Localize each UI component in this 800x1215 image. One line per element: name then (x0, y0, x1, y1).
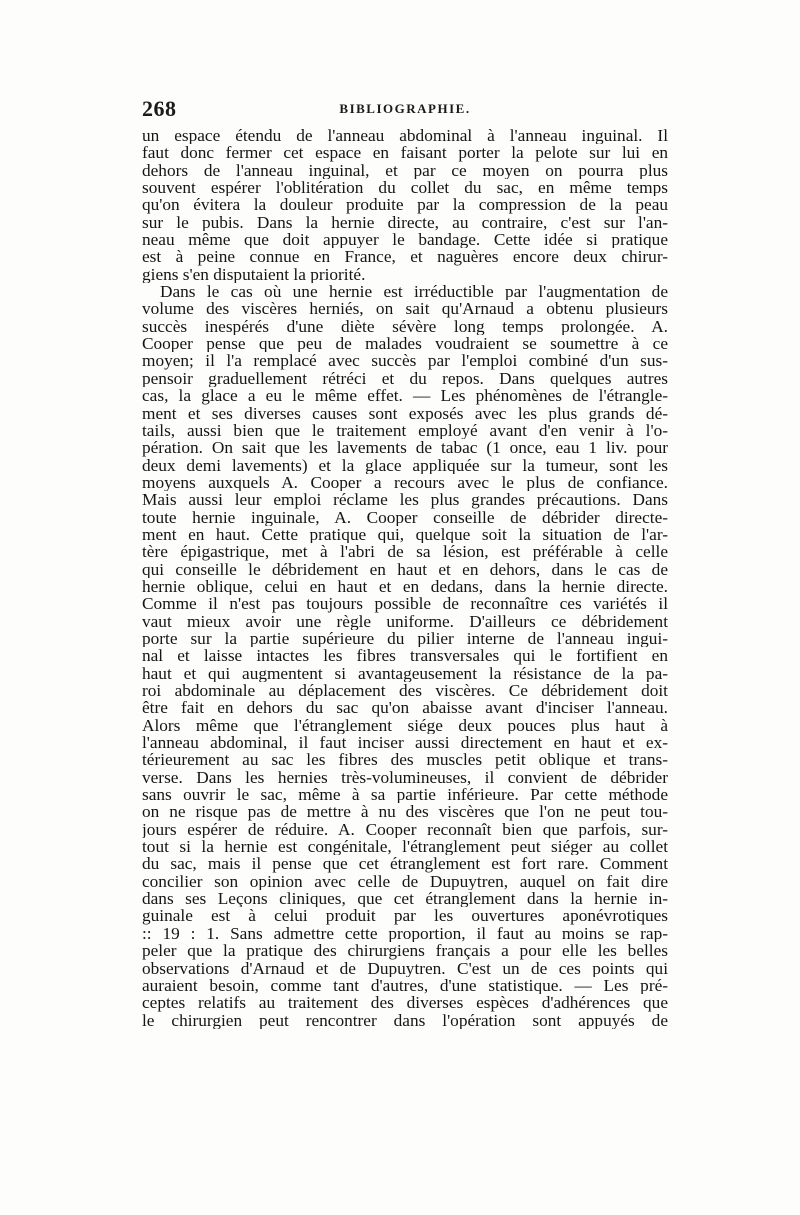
text-line: souvent espérer l'oblitération du collet du sac, en même temps (142, 179, 668, 197)
body-text (142, 127, 668, 1029)
text-line: tout si la hernie est congénitale, l'étranglement peut siéger au collet (142, 838, 668, 856)
text-line: pération. On sait que les lavements de tabac (1 once, eau 1 liv. pour (142, 439, 668, 457)
running-head: BIBLIOGRAPHIE. (339, 101, 471, 116)
text-line: faut donc fermer cet espace en faisant porter la pelote sur lui en (142, 144, 668, 162)
text-line: être fait en dehors du sac qu'on abaisse avant d'inciser l'anneau. (142, 699, 668, 717)
text-line: Cooper pense que peu de malades voudraient se soumettre à ce (142, 335, 668, 353)
text-line: Alors même que l'étranglement siége deux pouces plus haut à (142, 716, 668, 735)
text-line: pensoir graduellement rétréci et du repos. Dans quelques autres (142, 369, 668, 388)
text-line: tails, aussi bien que le traitement employé avant d'en venir à l'o- (142, 421, 668, 440)
text-line: porte sur la partie supérieure du pilier interne de l'anneau ingui- (142, 629, 668, 648)
text-line: du sac, mais il pense que cet étranglement est fort rare. Comment (142, 855, 668, 873)
text-line: giens s'en disputaient la priorité. (142, 265, 366, 284)
text-line: Comme il n'est pas toujours possible de reconnaître ces variétés il (142, 595, 668, 613)
text-line: cas, la glace a eu le même effet. — Les phénomènes de l'étrangle- (142, 387, 668, 405)
text-line: le chirurgien peut rencontrer dans l'opération sont appuyés de (142, 1011, 668, 1029)
text-line: hernie oblique, celui en haut et en dedans, dans la hernie directe. (142, 577, 668, 596)
text-line: sans ouvrir le sac, même à sa partie inférieure. Par cette méthode (142, 786, 668, 804)
text-line: ment en haut. Cette pratique qui, quelque soit la situation de l'ar- (142, 525, 668, 544)
text-line: ceptes relatifs au traitement des diverses espèces d'adhérences que (142, 994, 668, 1012)
text-line: moyens auxquels A. Cooper a recours avec le plus de confiance. (142, 473, 668, 492)
text-line: qui conseille le débridement en haut et en dehors, dans le cas de (142, 560, 668, 578)
text-line: concilier son opinion avec celle de Dupuytren, auquel on fait dire (142, 872, 668, 891)
text-line: dans ses Leçons cliniques, que cet étranglement dans la hernie in- (142, 890, 668, 908)
text-line: deux demi lavements) et la glace appliquée sur la tumeur, sont les (142, 456, 668, 474)
text-line: l'anneau abdominal, il faut inciser aussi directement en haut et ex- (142, 734, 668, 752)
text-line: auraient besoin, comme tant d'autres, d'une statistique. — Les pré- (142, 976, 668, 995)
text-line: vaut mieux avoir une règle uniforme. D'ailleurs ce débridement (142, 612, 668, 630)
text-line: on ne risque pas de mettre à nu des viscères que l'on ne peut tou- (142, 803, 668, 821)
text-line: guinale est à celui produit par les ouvertures aponévrotiques (142, 907, 668, 925)
text-line: ment et ses diverses causes sont exposés avec les plus grands dé- (142, 404, 668, 422)
text-line: observations d'Arnaud et de Dupuytren. C'est un de ces points qui (142, 959, 668, 977)
text-line: est à peine connue en France, et naguères encore deux chirur- (142, 248, 668, 266)
text-line: un espace étendu de l'anneau abdominal à l'anneau inguinal. Il (142, 127, 668, 145)
text-line: haut et qui augmentent si avantageusement la résistance de la pa- (142, 664, 668, 682)
text-line: neau même que doit appuyer le bandage. Cette idée si pratique (142, 231, 668, 249)
text-line: peler que la pratique des chirurgiens français a pour elle les belles (142, 942, 668, 960)
text-line: sur le pubis. Dans la hernie directe, au contraire, c'est sur l'an- (142, 213, 668, 232)
text-line: Mais aussi leur emploi réclame les plus grandes précautions. Dans (142, 491, 668, 509)
page-header (142, 96, 668, 126)
text-line: verse. Dans les hernies très-volumineuses, il convient de débrider (142, 768, 668, 787)
text-line: succès inespérés d'une diète sévère long temps prolongée. A. (142, 317, 668, 336)
text-line: :: 19 : 1. Sans admettre cette proportion, il faut au moins se rap- (142, 924, 668, 943)
text-line: Dans le cas où une hernie est irréductible par l'augmentation de (160, 283, 668, 301)
text-line: jours espérer de réduire. A. Cooper reconnaît bien que parfois, sur- (142, 820, 668, 839)
text-line: volume des viscères herniés, on sait qu'Arnaud a obtenu plusieurs (142, 300, 668, 318)
text-line: térieurement au sac les fibres des muscles petit oblique et trans- (142, 751, 668, 769)
text-line: moyen; il l'a remplacé avec succès par l'emploi combiné d'un sus- (142, 352, 668, 370)
text-line: tère épigastrique, met à l'abri de sa lésion, est préférable à celle (142, 543, 668, 561)
text-line: dehors de l'anneau inguinal, et par ce moyen on pourra plus (142, 161, 668, 180)
text-line: roi abdominale au déplacement des viscères. Ce débridement doit (142, 682, 668, 700)
page-number: 268 (142, 96, 177, 121)
text-line: nal et laisse intactes les fibres transversales qui le fortifient en (142, 647, 668, 665)
text-line: qu'on évitera la douleur produite par la compression de la peau (142, 196, 668, 214)
text-line: toute hernie inguinale, A. Cooper conseille de débrider directe- (142, 508, 668, 526)
